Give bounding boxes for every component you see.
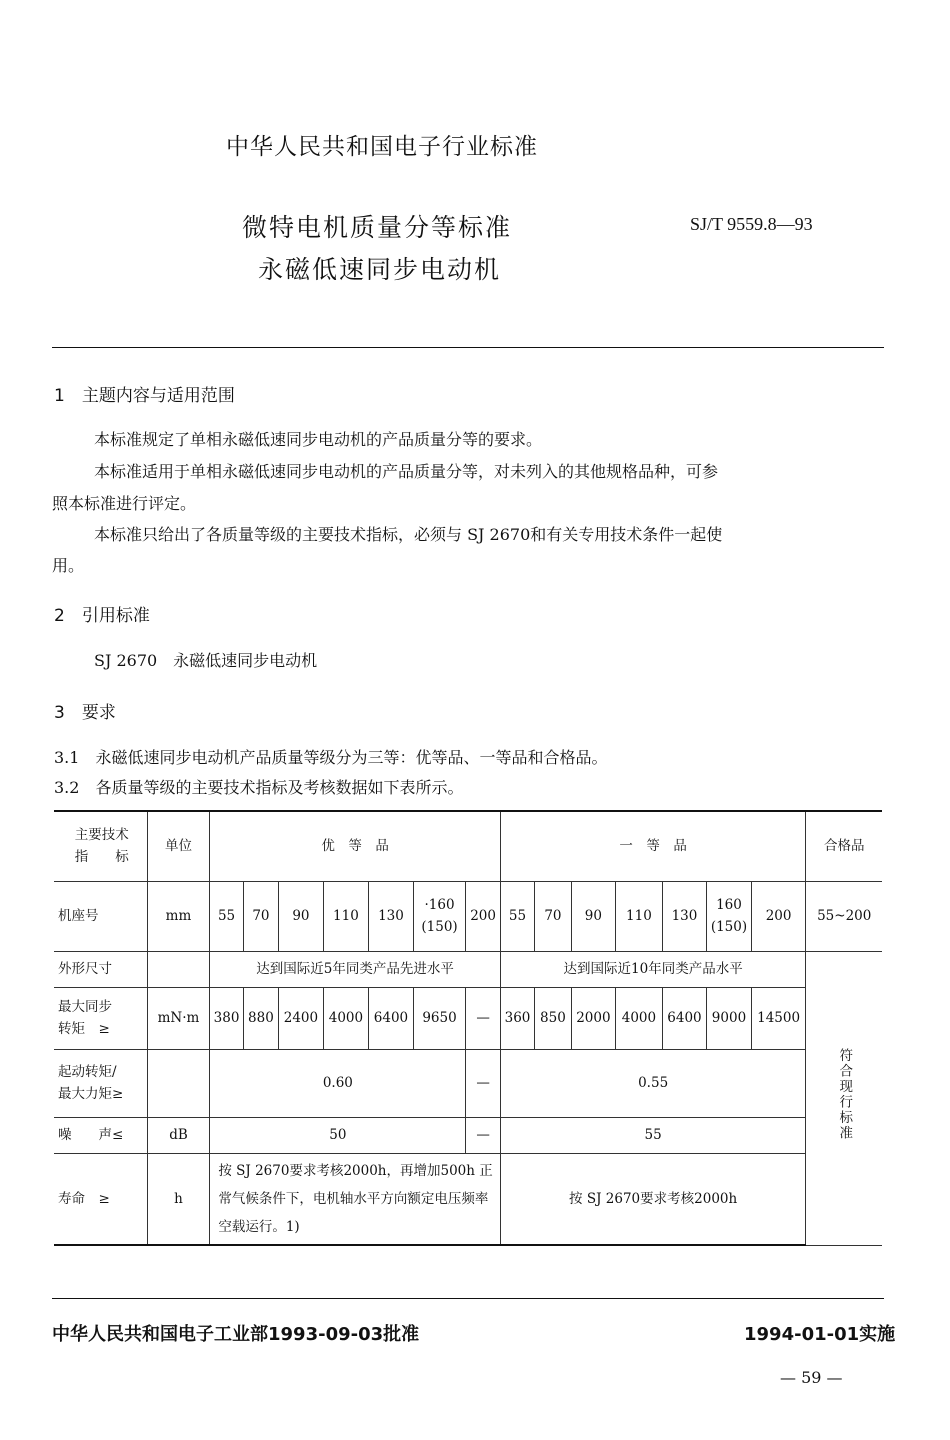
table-cell: 880: [243, 987, 278, 1049]
table-cell: [147, 951, 210, 987]
header-divider: [52, 347, 884, 348]
row-label-torque: 最大同步 转矩 ≥: [54, 987, 147, 1049]
table-cell: 850: [535, 987, 571, 1049]
table-cell: —: [466, 987, 500, 1049]
standard-title-line1: 微特电机质量分等标准: [242, 213, 513, 242]
section1-para3-line2: 用。: [52, 556, 85, 575]
header-indicator: 主要技术 指 标: [54, 811, 147, 881]
row-label-outline: 外形尺寸: [54, 951, 147, 987]
standard-title-line2: 永磁低速同步电动机: [258, 255, 502, 284]
section1-para3-line1: 本标准只给出了各质量等级的主要技术指标，必须与 SJ 2670和有关专用技术条件一起使: [94, 525, 723, 544]
start-superior-dash: —: [466, 1049, 500, 1117]
section3-para1: 3.1 永磁低速同步电动机产品质量等级分为三等：优等品、一等品和合格品。: [54, 748, 608, 767]
frame-qualified: 55~200: [806, 881, 882, 951]
table-cell: 55: [210, 881, 243, 951]
effective-date: 1994-01-01实施: [744, 1324, 896, 1345]
approval-text: 中华人民共和国电子工业部1993-09-03批准: [52, 1324, 420, 1345]
table-cell: 6400: [662, 987, 707, 1049]
section3-heading: 3 要求: [54, 703, 116, 723]
section1-para2-line2: 照本标准进行评定。: [52, 494, 197, 513]
table-cell: 4000: [616, 987, 663, 1049]
table-cell: 360: [500, 987, 534, 1049]
section1-heading: 1 主题内容与适用范围: [54, 386, 235, 406]
table-cell: [147, 1049, 210, 1117]
life-superior: 按 SJ 2670要求考核2000h，再增加500h 正常气候条件下，电机轴水平方向额定电压频率空载运行。1): [210, 1153, 500, 1245]
table-cell: 14500: [751, 987, 806, 1049]
table-cell: 130: [369, 881, 414, 951]
table-cell: 110: [323, 881, 369, 951]
row-label-frame: 机座号: [54, 881, 147, 951]
start-first: 0.55: [500, 1049, 806, 1117]
section2-reference: SJ 2670 永磁低速同步电动机: [94, 651, 318, 670]
noise-first: 55: [500, 1117, 806, 1153]
section2-heading: 2 引用标准: [54, 606, 150, 626]
header-first-grade: 一 等 品: [500, 811, 806, 881]
header-unit: 单位: [147, 811, 210, 881]
table-cell: 6400: [369, 987, 414, 1049]
table-cell: 2000: [571, 987, 616, 1049]
torque-unit: mN·m: [147, 987, 210, 1049]
row-label-start-torque: 起动转矩/ 最大力矩≥: [54, 1049, 147, 1117]
table-cell: 130: [662, 881, 707, 951]
noise-superior: 50: [210, 1117, 466, 1153]
life-first: 按 SJ 2670要求考核2000h: [500, 1153, 806, 1245]
table-cell: ·160 (150): [413, 881, 466, 951]
table-cell: 200: [466, 881, 500, 951]
quality-grade-table: [54, 810, 882, 1246]
issuing-body-title: 中华人民共和国电子行业标准: [226, 134, 538, 160]
header-superior-grade: 优 等 品: [210, 811, 500, 881]
table-cell: 70: [243, 881, 278, 951]
footer-divider: [52, 1298, 884, 1299]
row-label-noise: 噪 声≤: [54, 1117, 147, 1153]
outline-first: 达到国际近10年同类产品水平: [500, 951, 806, 987]
table-cell: 70: [535, 881, 571, 951]
table-cell: 9000: [707, 987, 752, 1049]
standard-code: SJ/T 9559.8—93: [690, 214, 813, 234]
table-cell: 2400: [279, 987, 324, 1049]
header-qualified-grade: 合格品: [806, 811, 882, 881]
noise-unit: dB: [147, 1117, 210, 1153]
frame-unit: mm: [147, 881, 210, 951]
noise-superior-dash: —: [466, 1117, 500, 1153]
table-cell: 55: [500, 881, 534, 951]
page-number: — 59 —: [780, 1368, 843, 1387]
row-label-life: 寿命 ≥: [54, 1153, 147, 1245]
table-cell: 9650: [413, 987, 466, 1049]
qualified-note: 符合现行标准: [806, 951, 882, 1245]
table-cell: 200: [751, 881, 806, 951]
section1-para2-line1: 本标准适用于单相永磁低速同步电动机的产品质量分等，对未列入的其他规格品种，可参: [94, 462, 719, 481]
table-cell: 380: [210, 987, 243, 1049]
life-unit: h: [147, 1153, 210, 1245]
table-cell: 90: [279, 881, 324, 951]
section1-para1: 本标准规定了单相永磁低速同步电动机的产品质量分等的要求。: [94, 430, 543, 449]
table-cell: 4000: [323, 987, 369, 1049]
table-cell: 110: [616, 881, 663, 951]
start-superior: 0.60: [210, 1049, 466, 1117]
section3-para2: 3.2 各质量等级的主要技术指标及考核数据如下表所示。: [54, 778, 464, 797]
table-cell: 160 (150): [707, 881, 752, 951]
outline-superior: 达到国际近5年同类产品先进水平: [210, 951, 500, 987]
table-cell: 90: [571, 881, 616, 951]
